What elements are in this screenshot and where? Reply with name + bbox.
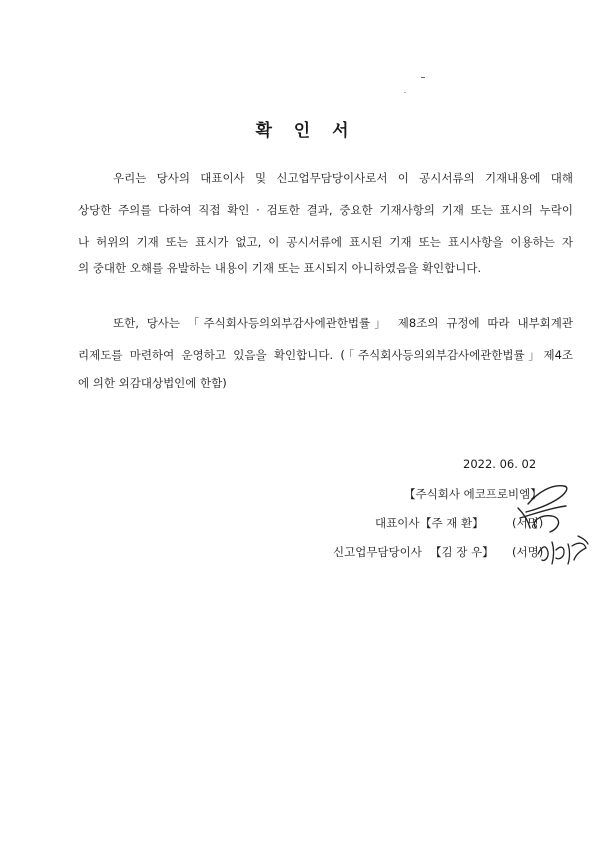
ceo-sign-label: (서명) [512, 516, 544, 530]
paragraph-2-line-3: 에 의한 외감대상법인에 한함) [78, 376, 227, 390]
document-date: 2022. 06. 02 [463, 457, 537, 471]
officer-name: 【김 장 우】 [430, 545, 494, 559]
paragraph-1-line-1: 우리는 당사의 대표이사 및 신고업무담당이사로서 이 공시서류의 기재내용에 대해 [113, 171, 573, 185]
paragraph-2-line-2: 리제도를 마련하여 운영하고 있음을 확인합니다. (「주식회사등의외부감사에관한법률」제4조 [78, 348, 573, 362]
paragraph-1-line-4: 의 중대한 오해를 유발하는 내용이 기재 또는 표시되지 아니하였음을 확인합니다. [78, 261, 482, 275]
paragraph-1-line-3: 나 허위의 기재 또는 표시가 없고, 이 공시서류에 표시된 기재 또는 표시사항을 이용하는 자 [78, 235, 573, 249]
ceo-name: 【주 재 환】 [420, 516, 484, 530]
company-name: 【주식회사 에코프로비엠】 [404, 487, 542, 501]
ceo-role: 대표이사 [375, 516, 420, 530]
officer-role: 신고업무담당이사 [333, 545, 422, 559]
officer-sign-label: (서명) [512, 545, 544, 559]
document-title: 확 인 서 [255, 121, 357, 141]
scan-speck [404, 92, 406, 93]
scan-speck [421, 77, 425, 78]
paragraph-2-line-1: 또한, 당사는 「주식회사등의외부감사에관한법률」 제8조의 규정에 따라 내부회계관 [113, 316, 573, 330]
paragraph-1-line-2: 상당한 주의를 다하여 직접 확인 · 검토한 결과, 중요한 기재사항의 기재 또는 표시의 누락이 [78, 203, 573, 217]
